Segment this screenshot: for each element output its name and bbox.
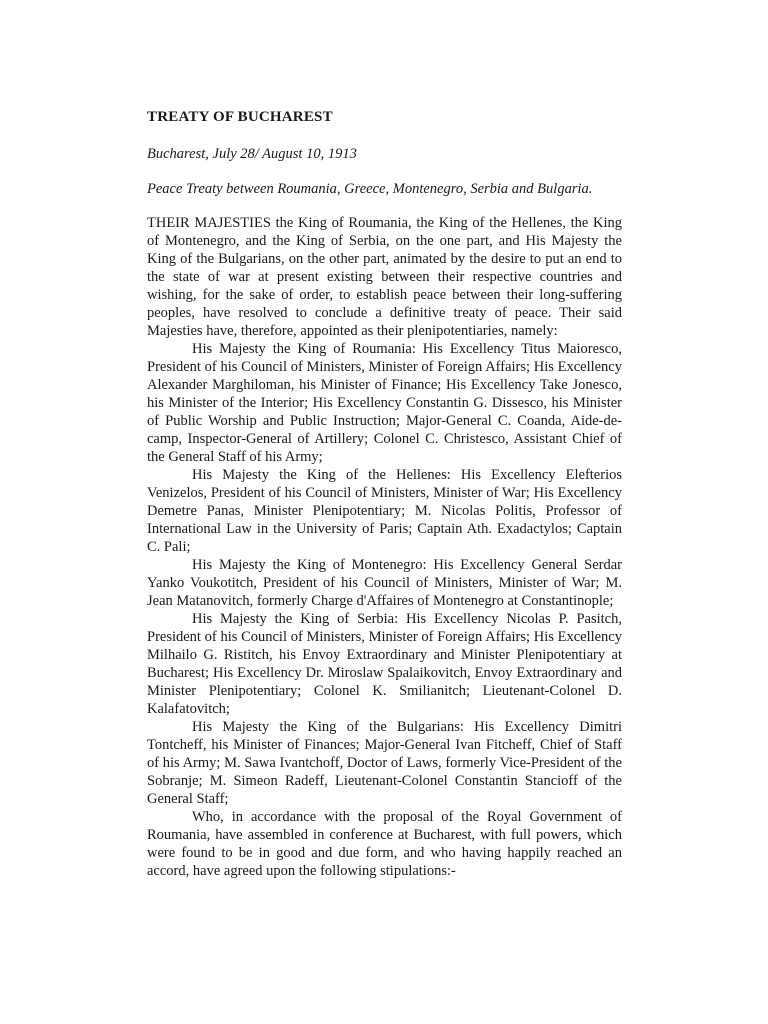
plenipotentiaries-montenegro: His Majesty the King of Montenegro: His Excellency General Serdar Yanko Voukotitch, President of his Council of Ministers, Minister of War; M. Jean Matanovitch, formerly Charge d'Affaires of Montenegro at Constantinople; xyxy=(147,557,622,609)
plenipotentiaries-serbia: His Majesty the King of Serbia: His Excellency Nicolas P. Pasitch, President of his Council of Ministers, Minister of Foreign Affairs; His Excellency Milhailo G. Ristitch, his Envoy Extraordinary and Minister Plenipotentiary at Bucharest; His Excellency Dr. Miroslaw Spalaikovitch, Envoy Extraordinary and Minister Plenipotentiary; Colonel K. Smilianitch; Lieutenant-Colonel D. Kalafatovitch; xyxy=(147,611,622,717)
plenipotentiaries-bulgarians: His Majesty the King of the Bulgarians: His Excellency Dimitri Tontcheff, his Minister of Finances; Major-General Ivan Fitcheff, Chief of Staff of his Army; M. Sawa Ivantchoff, Doctor of Laws, formerly Vice-President of the Sobranje; M. Simeon Radeff, Lieutenant-Colonel Constantin Stancioff of the General Staff; xyxy=(147,719,622,807)
plenipotentiaries-hellenes: His Majesty the King of the Hellenes: His Excellency Elefterios Venizelos, President of his Council of Ministers, Minister of War; His Excellency Demetre Panas, Minister Plenipotentiary; M. Nicolas Politis, Professor of International Law in the University of Paris; Captain Ath. Exadactylos; Captain C. Pali; xyxy=(147,467,622,555)
closing-paragraph: Who, in accordance with the proposal of the Royal Government of Roumania, have assembled in conference at Bucharest, with full powers, which were found to be in good and due form, and who having happily reached an accord, have agreed upon the following stipulations:- xyxy=(147,809,622,879)
document-page xyxy=(147,108,622,880)
document-title: TREATY OF BUCHAREST xyxy=(147,109,333,125)
document-dateline: Bucharest, July 28/ August 10, 1913 xyxy=(147,146,357,162)
document-subtitle: Peace Treaty between Roumania, Greece, Montenegro, Serbia and Bulgaria. xyxy=(147,181,593,197)
plenipotentiaries-roumania: His Majesty the King of Roumania: His Excellency Titus Maioresco, President of his Council of Ministers, Minister of Foreign Affairs; His Excellency Alexander Marghiloman, his Minister of Finance; His Excellency Take Jonesco, his Minister of the Interior; His Excellency Constantin G. Dissesco, his Minister of Public Worship and Public Instruction; Major-General C. Coanda, Aide-de-camp, Inspector-General of Artillery; Colonel C. Christesco, Assistant Chief of the General Staff of his Army; xyxy=(147,341,622,465)
preamble-paragraph: THEIR MAJESTIES the King of Roumania, the King of the Hellenes, the King of Montenegro, and the King of Serbia, on the one part, and His Majesty the King of the Bulgarians, on the other part, animated by the desire to put an end to the state of war at present existing between their respective countries and wishing, for the sake of order, to establish peace between their long-suffering peoples, have resolved to conclude a definitive treaty of peace. Their said Majesties have, therefore, appointed as their plenipotentiaries, namely: xyxy=(147,215,622,339)
